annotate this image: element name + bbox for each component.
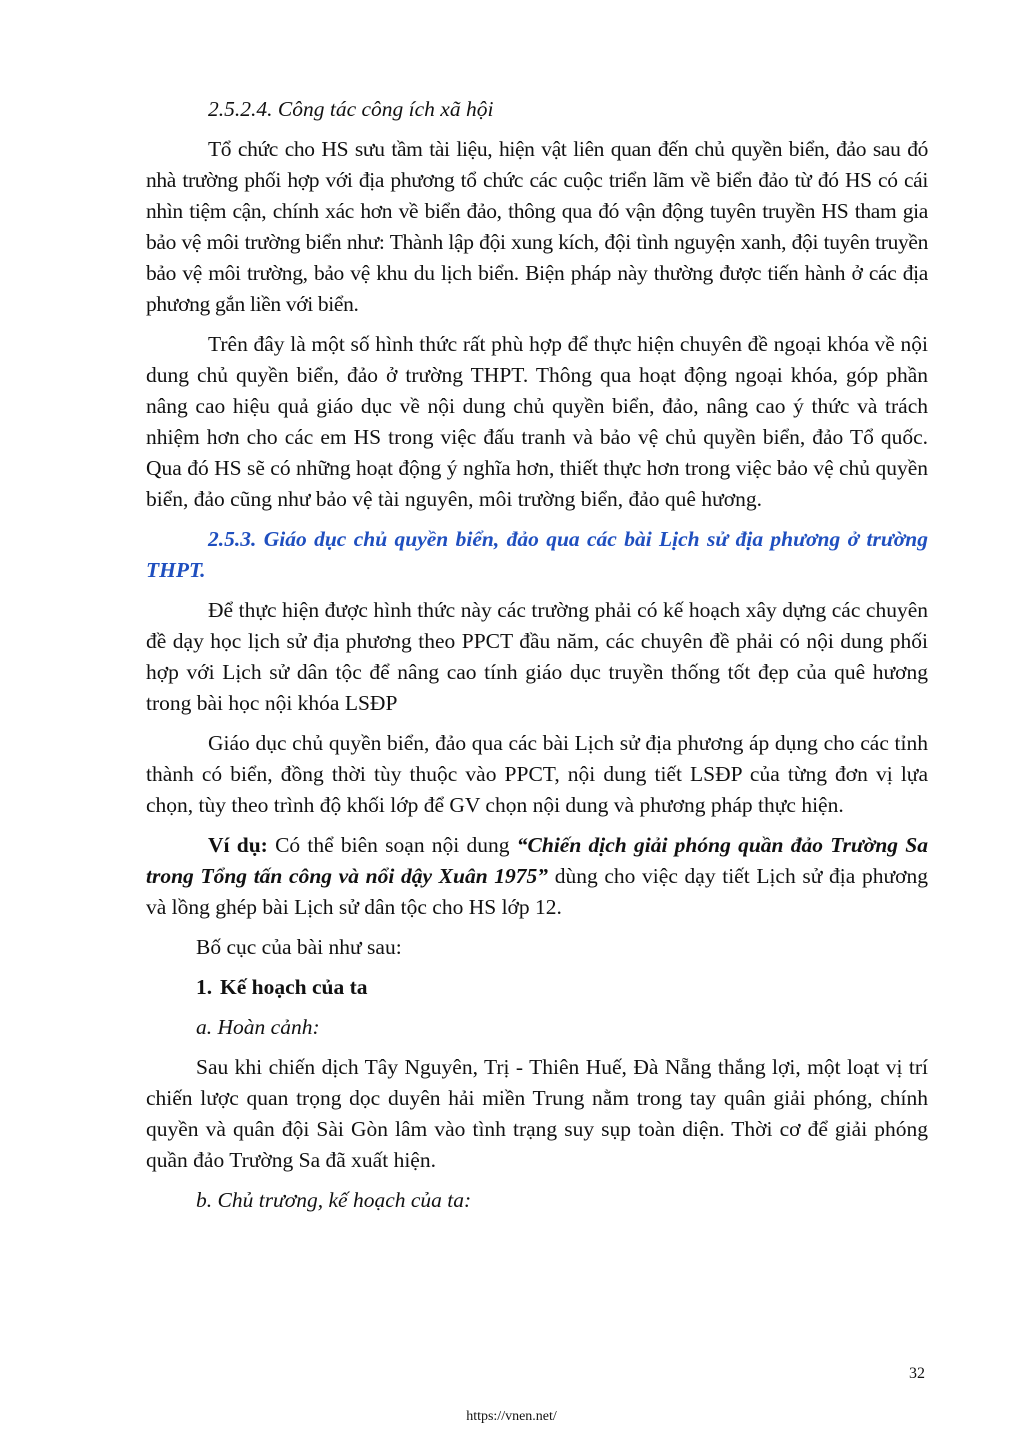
section-heading-2-5-3: 2.5.3. Giáo dục chủ quyền biển, đảo qua các bài Lịch sử địa phương ở trường THPT.	[146, 527, 928, 582]
example-pre-text: Có thể biên soạn nội dung	[267, 833, 517, 857]
example-label: Ví dụ:	[208, 833, 268, 857]
subheading-b: b. Chủ trương, kế hoạch của ta:	[196, 1188, 472, 1212]
page-number: 32	[909, 1365, 925, 1382]
section-heading-2-5-2-4: 2.5.2.4. Công tác công ích xã hội	[208, 97, 494, 121]
numbered-heading-1	[146, 972, 928, 1003]
footer-url: https://vnen.net/	[466, 1409, 557, 1424]
item-number: 1.	[196, 975, 213, 999]
layout-intro: Bố cục của bài như sau:	[196, 935, 402, 959]
document-page	[146, 94, 928, 1225]
paragraph-local-history-plan: Để thực hiện được hình thức này các trường phải có kế hoạch xây dựng các chuyên đề dạy học lịch sử địa phương theo PPCT đầu năm, các chuyên đề phải có nội dung phối hợp với Lịch sử dân tộc để nâng cao tính giáo dục truyền thống tốt đẹp của quê hương trong bài học nội khóa LSĐP	[146, 598, 928, 715]
example-post-text: dùng cho việc dạy tiết Lịch sử địa phương và lồng ghép bài Lịch sử dân tộc cho HS lớp 12.	[146, 864, 928, 919]
paragraph-context: Sau khi chiến dịch Tây Nguyên, Trị - Thiên Huế, Đà Nẵng thắng lợi, một loạt vị trí chiến lược quan trọng dọc duyên hải miền Trung nằm trong tay quân giải phóng, chính quyền và quân đội Sài Gòn lâm vào tình trạng suy sụp toàn diện. Thời cơ để giải phóng quần đảo Trường Sa đã xuất hiện.	[146, 1055, 928, 1172]
item-title: Kế hoạch của ta	[220, 975, 368, 999]
example-title: “Chiến dịch giải phóng quần đảo Trường Sa trong Tổng tấn công và nổi dậy Xuân 1975”	[146, 833, 928, 888]
paragraph-local-history-application: Giáo dục chủ quyền biển, đảo qua các bài Lịch sử địa phương áp dụng cho các tỉnh thành có biển, đồng thời tùy thuộc vào PPCT, nội dung tiết LSĐP của từng đơn vị lựa chọn, tùy theo trình độ khối lớp để GV chọn nội dung và phương pháp thực hiện.	[146, 731, 928, 817]
paragraph-summary: Trên đây là một số hình thức rất phù hợp để thực hiện chuyên đề ngoại khóa về nội dung chủ quyền biển, đảo ở trường THPT. Thông qua hoạt động ngoại khóa, góp phần nâng cao hiệu quả giáo dục về nội dung chủ quyền biển, đảo, nâng cao ý thức và trách nhiệm hơn cho các em HS trong việc đấu tranh và bảo vệ chủ quyền biển, đảo Tổ quốc. Qua đó HS sẽ có những hoạt động ý nghĩa hơn, thiết thực hơn trong việc bảo vệ chủ quyền biển, đảo cũng như bảo vệ tài nguyên, môi trường biển, đảo quê hương.	[146, 332, 928, 511]
subheading-a: a. Hoàn cảnh:	[196, 1015, 320, 1039]
paragraph-community-service: Tổ chức cho HS sưu tầm tài liệu, hiện vật liên quan đến chủ quyền biển, đảo sau đó nhà trường phối hợp với địa phương tổ chức các cuộc triển lãm về biển đảo từ đó HS có cái nhìn tiệm cận, chính xác hơn về biển đảo, thông qua đó vận động tuyên truyền HS tham gia bảo vệ môi trường biển như: Thành lập đội xung kích, đội tình nguyện xanh, đội tuyên truyền bảo vệ môi trường, bảo vệ khu du lịch biển. Biện pháp này thường được tiến hành ở các địa phương gắn liền với biển.	[146, 137, 928, 316]
paragraph-example	[146, 830, 928, 923]
